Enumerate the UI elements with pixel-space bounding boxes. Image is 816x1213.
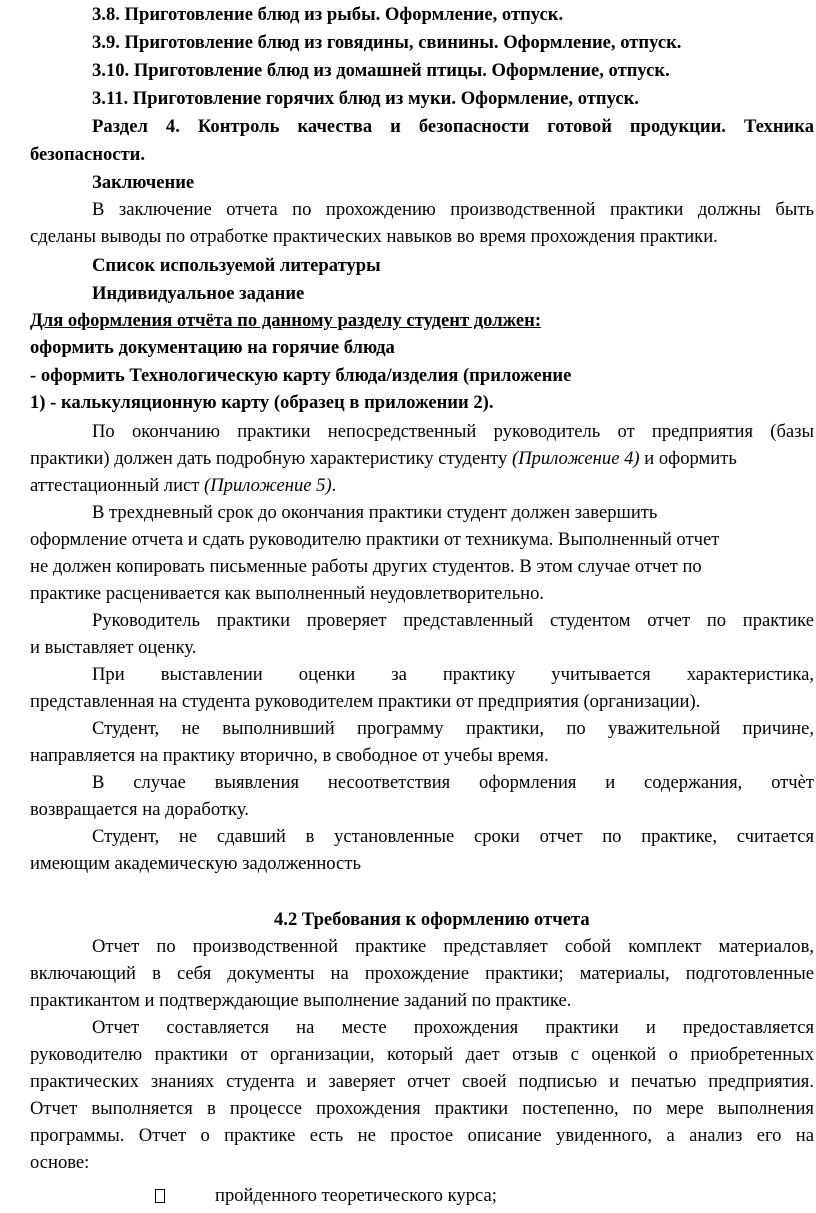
paragraph-text: оформление отчета и сдать руководителю практики от техникума. Выполненный отчет <box>30 529 720 550</box>
paragraph-text: аттестационный лист <box>30 475 205 496</box>
conclusion-text: В заключение отчета по прохождению производственной практики должны быть <box>92 199 814 220</box>
paragraph-text: и оформить <box>639 448 737 469</box>
paragraph-text: Отчет выполняется в процессе прохождения практики постепенно, по мере выполнения <box>30 1098 814 1119</box>
section-4-heading-cont: безопасности. <box>30 144 145 165</box>
requirements-text: 1) - калькуляционную карту (образец в приложении 2). <box>30 392 494 413</box>
paragraph-text: . <box>331 475 337 496</box>
literature-heading: Список используемой литературы <box>92 255 381 276</box>
paragraph-text: направляется на практику вторично, в свободное от учебы время. <box>30 745 549 766</box>
paragraph-text: По окончанию практики непосредственный руководитель от предприятия (базы <box>92 421 814 442</box>
paragraph-text <box>30 472 336 499</box>
section-4-heading: Раздел 4. Контроль качества и безопасности готовой продукции. Техника <box>92 116 814 137</box>
paragraph-text: Студент, не сдавший в установленные сроки отчет по практике, считается <box>92 826 814 847</box>
paragraph-text: имеющим академическую задолженность <box>30 853 361 874</box>
appendix-reference: (Приложение 5) <box>204 475 332 496</box>
paragraph-text: и выставляет оценку. <box>30 637 197 658</box>
paragraph-text: Руководитель практики проверяет представленный студентом отчет по практике <box>92 610 814 631</box>
paragraph-text: не должен копировать письменные работы других студентов. В этом случае отчет по <box>30 556 702 577</box>
paragraph-text: При выставлении оценки за практику учитывается характеристика, <box>92 664 814 685</box>
list-item: 3.8. Приготовление блюд из рыбы. Оформление, отпуск. <box>92 4 564 25</box>
section-4-2-heading: 4.2 Требования к оформлению отчета <box>274 909 590 930</box>
list-item: 3.11. Приготовление горячих блюд из муки. Оформление, отпуск. <box>92 88 639 109</box>
conclusion-heading: Заключение <box>92 172 195 193</box>
appendix-reference: (Приложение 4) <box>512 448 640 469</box>
paragraph-text: возвращается на доработку. <box>30 799 249 820</box>
bullet-box-icon <box>155 1189 165 1203</box>
individual-task-heading: Индивидуальное задание <box>92 283 305 304</box>
list-item: 3.9. Приготовление блюд из говядины, свинины. Оформление, отпуск. <box>92 32 682 53</box>
paragraph-text <box>30 445 737 472</box>
conclusion-text: сделаны выводы по отработке практических навыков во время прохождения практики. <box>30 226 718 247</box>
paragraph-text: практике расценивается как выполненный неудовлетворительно. <box>30 583 545 604</box>
list-item: пройденного теоретического курса; <box>215 1185 497 1206</box>
paragraph-text: практических знаниях студента и заверяет отчет своей подписью и печатью предприятия. <box>30 1071 814 1092</box>
paragraph-text: практикантом и подтверждающие выполнение заданий по практике. <box>30 990 572 1011</box>
paragraph-text: руководителю практики от организации, который дает отзыв с оценкой о приобретенных <box>30 1044 814 1065</box>
requirements-text: - оформить Технологическую карту блюда/изделия (приложение <box>30 365 572 386</box>
paragraph-text: представленная на студента руководителем практики от предприятия (организации). <box>30 691 701 712</box>
requirements-heading: Для оформления отчёта по данному разделу студент должен: <box>30 310 542 331</box>
paragraph-text: В случае выявления несоответствия оформления и содержания, отчѐт <box>92 772 814 793</box>
requirements-text: оформить документацию на горячие блюда <box>30 337 395 358</box>
paragraph-text: включающий в себя документы на прохождение практики; материалы, подготовленные <box>30 963 814 984</box>
paragraph-text: основе: <box>30 1152 90 1173</box>
paragraph-text: Отчет по производственной практике представляет собой комплект материалов, <box>92 936 814 957</box>
list-item: 3.10. Приготовление блюд из домашней птицы. Оформление, отпуск. <box>92 60 670 81</box>
paragraph-text: практики) должен дать подробную характеристику студенту <box>30 448 512 469</box>
paragraph-text: Отчет составляется на месте прохождения практики и предоставляется <box>92 1017 814 1038</box>
paragraph-text: программы. Отчет о практике есть не простое описание увиденного, а анализ его на <box>30 1125 814 1146</box>
paragraph-text: В трехдневный срок до окончания практики студент должен завершить <box>92 502 658 523</box>
paragraph-text: Студент, не выполнивший программу практики, по уважительной причине, <box>92 718 814 739</box>
